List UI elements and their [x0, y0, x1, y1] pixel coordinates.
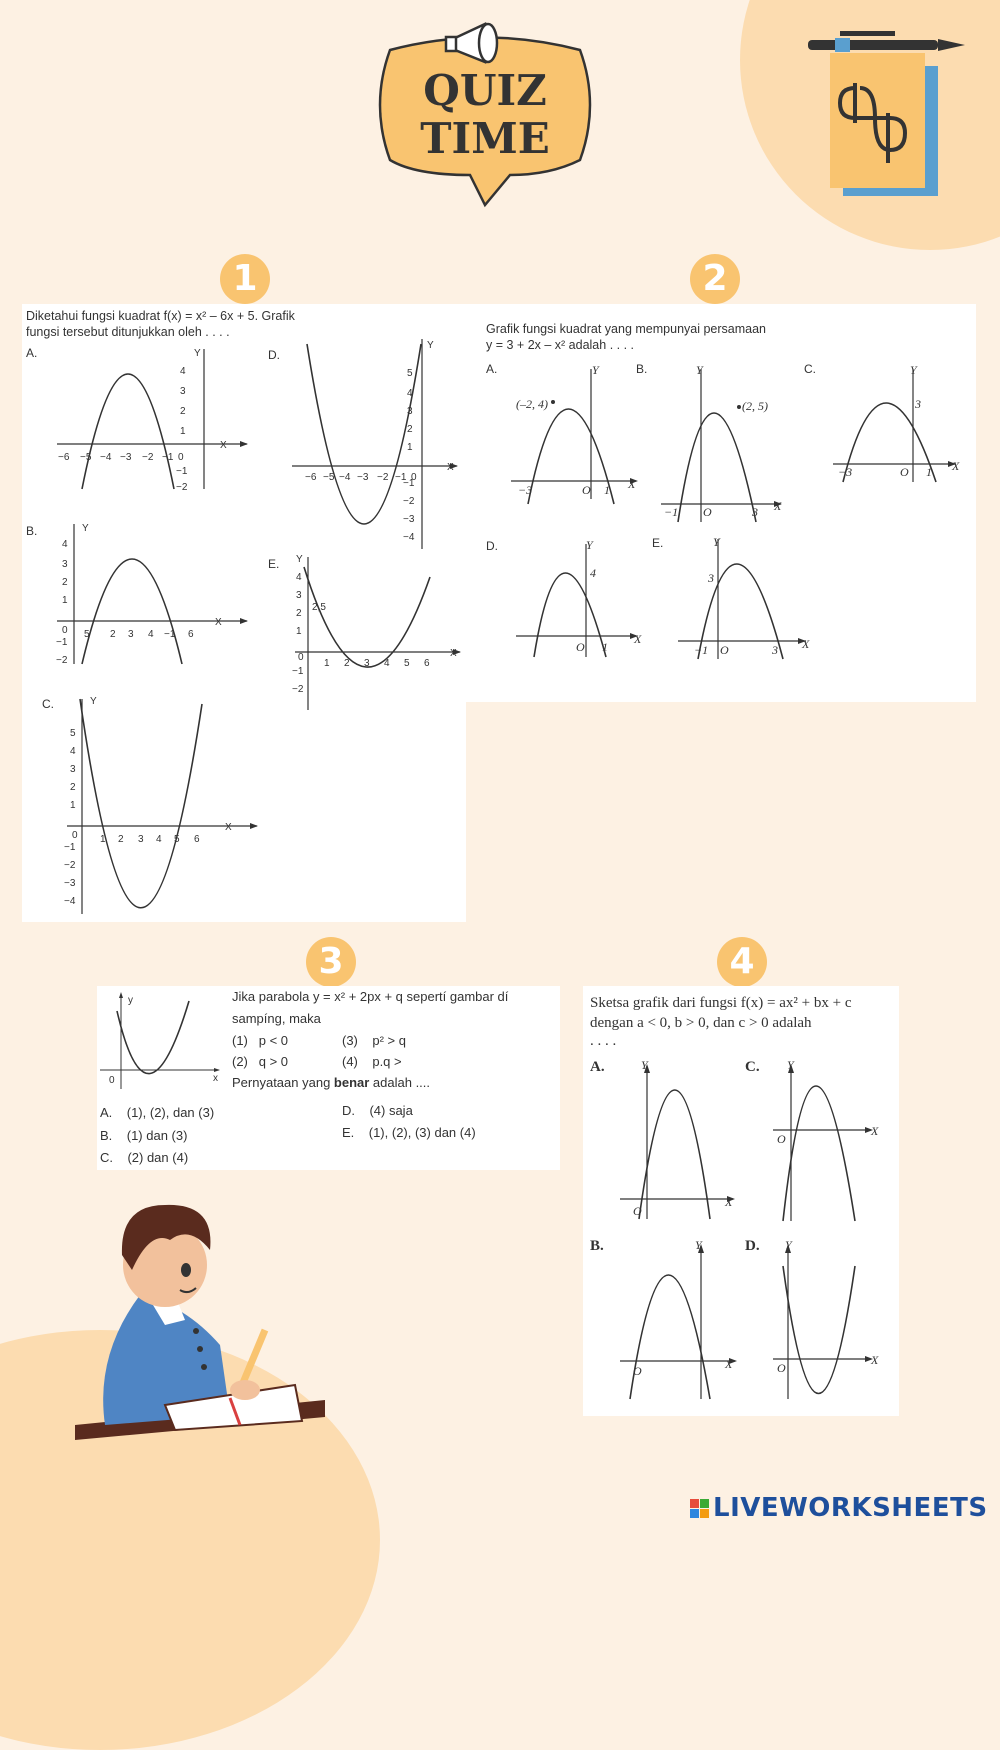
- svg-text:5: 5: [407, 368, 413, 379]
- svg-text:0: 0: [109, 1075, 115, 1086]
- question-4-text-line1: Sketsa grafik dari fungsi f(x) = ax² + bx + c: [590, 995, 852, 1011]
- svg-text:4: 4: [62, 539, 68, 550]
- question-1-text-line1: Diketahui fungsi kuadrat f(x) = x² – 6x + 5. Grafik: [26, 309, 295, 323]
- q4-graph-b: [615, 1238, 745, 1401]
- svg-text:3: 3: [70, 764, 76, 775]
- svg-text:3: 3: [752, 505, 758, 519]
- question-4-text-line2: dengan a < 0, b > 0, dan c > 0 adalah: [590, 1015, 812, 1031]
- svg-text:O: O: [777, 1132, 786, 1146]
- q3-statement-2: (2) q > 0: [232, 1054, 289, 1069]
- q4-option-d[interactable]: D.: [745, 1238, 760, 1254]
- svg-text:1: 1: [180, 426, 186, 437]
- svg-text:−3: −3: [518, 483, 533, 497]
- svg-text:Y: Y: [194, 348, 201, 359]
- svg-text:−1: −1: [176, 466, 188, 477]
- svg-text:1: 1: [70, 800, 76, 811]
- question-3-card: [97, 986, 560, 1170]
- svg-text:−5: −5: [80, 452, 92, 463]
- question-4-card: [583, 986, 899, 1416]
- quiz-title-line2: TIME: [420, 114, 550, 163]
- svg-text:O: O: [582, 483, 591, 497]
- svg-text:1: 1: [926, 465, 932, 479]
- svg-text:X: X: [628, 477, 636, 491]
- svg-text:5: 5: [404, 658, 410, 669]
- svg-text:4: 4: [407, 388, 413, 399]
- q4-option-c[interactable]: C.: [745, 1059, 760, 1075]
- svg-text:−4: −4: [64, 896, 76, 907]
- svg-text:−2: −2: [176, 482, 188, 493]
- q2-graph-b: [656, 364, 791, 524]
- svg-text:4: 4: [148, 629, 154, 640]
- q3-parabola-graph: [97, 991, 222, 1091]
- svg-text:Y: Y: [787, 1058, 794, 1072]
- svg-text:2: 2: [110, 629, 116, 640]
- svg-text:X: X: [871, 1353, 879, 1367]
- svg-text:X: X: [802, 637, 810, 651]
- svg-text:2: 2: [70, 782, 76, 793]
- svg-text:0: 0: [178, 452, 184, 463]
- svg-text:6: 6: [188, 629, 194, 640]
- svg-text:3: 3: [407, 406, 413, 417]
- svg-text:X: X: [725, 1195, 733, 1209]
- svg-text:y: y: [128, 995, 133, 1006]
- svg-text:0: 0: [72, 830, 78, 841]
- svg-text:−1: −1: [64, 842, 76, 853]
- q1-option-a[interactable]: A.: [26, 346, 38, 360]
- svg-text:2: 2: [344, 658, 350, 669]
- svg-text:Y: Y: [90, 696, 97, 707]
- svg-text:−1: −1: [403, 478, 415, 489]
- svg-text:−1: −1: [164, 629, 176, 640]
- q3-prompt: Pernyataan yang benar adalah ....: [232, 1075, 431, 1090]
- question-4-number: 4: [717, 937, 767, 987]
- liveworksheets-brand[interactable]: [690, 1493, 988, 1523]
- q4-option-a[interactable]: A.: [590, 1059, 605, 1075]
- q2-graph-c: [828, 364, 968, 484]
- svg-text:0: 0: [411, 472, 417, 483]
- q2-option-b[interactable]: B.: [636, 362, 648, 376]
- svg-text:2: 2: [180, 406, 186, 417]
- svg-text:−1: −1: [292, 666, 304, 677]
- question-2-text-line2: y = 3 + 2x – x² adalah . . . .: [486, 338, 634, 352]
- q2-option-c[interactable]: C.: [804, 362, 816, 376]
- svg-text:O: O: [633, 1364, 642, 1378]
- svg-text:5: 5: [174, 834, 180, 845]
- svg-text:Y: Y: [82, 523, 89, 534]
- q1-e-point-label: 2,5: [312, 602, 326, 613]
- svg-text:O: O: [633, 1204, 642, 1218]
- svg-text:−3: −3: [403, 514, 415, 525]
- svg-text:Y: Y: [695, 1238, 702, 1252]
- svg-text:4: 4: [590, 566, 596, 580]
- svg-text:X: X: [450, 648, 457, 659]
- svg-text:−2: −2: [377, 472, 389, 483]
- svg-text:4: 4: [156, 834, 162, 845]
- svg-text:x: x: [213, 1073, 218, 1084]
- q2-b-point-label: (2, 5): [742, 399, 768, 413]
- q4-graph-a: [615, 1058, 740, 1221]
- math-notebook-icon: [800, 28, 975, 203]
- svg-text:−4: −4: [100, 452, 112, 463]
- svg-text:Y: Y: [713, 535, 720, 549]
- svg-text:X: X: [447, 462, 454, 473]
- question-3-text-line1: Jika parabola y = x² + 2px + q sepertí gambar dí: [232, 989, 509, 1004]
- svg-text:4: 4: [70, 746, 76, 757]
- svg-text:X: X: [225, 822, 232, 833]
- svg-text:−2: −2: [403, 496, 415, 507]
- q4-option-b[interactable]: B.: [590, 1238, 604, 1254]
- svg-text:1: 1: [100, 834, 106, 845]
- svg-text:−1: −1: [162, 452, 174, 463]
- svg-text:Y: Y: [641, 1058, 648, 1072]
- q3-choice-a[interactable]: A. (1), (2), dan (3): [100, 1105, 215, 1120]
- question-1-text-line2: fungsi tersebut ditunjukkan oleh . . . .: [26, 325, 230, 339]
- svg-text:2: 2: [407, 424, 413, 435]
- svg-text:−3: −3: [64, 878, 76, 889]
- svg-text:Y: Y: [296, 554, 303, 565]
- q1-graph-d: [287, 334, 462, 554]
- q2-option-e[interactable]: E.: [652, 536, 664, 550]
- svg-text:−1: −1: [694, 643, 709, 657]
- svg-text:X: X: [220, 440, 227, 451]
- svg-text:3: 3: [62, 559, 68, 570]
- q1-option-d[interactable]: D.: [268, 348, 280, 362]
- quiz-time-badge: [360, 10, 610, 215]
- q3-statement-1: (1) p < 0: [232, 1033, 289, 1048]
- svg-text:6: 6: [194, 834, 200, 845]
- svg-text:3: 3: [772, 643, 778, 657]
- question-2-card: [466, 304, 976, 702]
- svg-text:−1: −1: [395, 472, 407, 483]
- q1-graph-a: [52, 344, 252, 494]
- q1-graph-c: [62, 694, 262, 919]
- svg-text:Y: Y: [910, 363, 917, 377]
- svg-text:3: 3: [138, 834, 144, 845]
- q1-option-e[interactable]: E.: [268, 557, 280, 571]
- question-4-text-line3: . . . .: [590, 1033, 617, 1049]
- svg-text:X: X: [952, 459, 960, 473]
- svg-text:X: X: [725, 1357, 733, 1371]
- svg-text:5: 5: [84, 629, 90, 640]
- svg-text:−2: −2: [292, 684, 304, 695]
- q2-a-point-label: (–2, 4): [516, 397, 548, 411]
- svg-text:X: X: [871, 1124, 879, 1138]
- question-1-number: 1: [220, 254, 270, 304]
- svg-text:Y: Y: [696, 363, 703, 377]
- svg-text:−3: −3: [838, 465, 853, 479]
- svg-text:3: 3: [915, 397, 921, 411]
- student-illustration: [70, 1185, 340, 1450]
- svg-text:−4: −4: [403, 532, 415, 543]
- svg-text:O: O: [720, 643, 729, 657]
- question-3-number: 3: [306, 937, 356, 987]
- svg-text:−5: −5: [323, 472, 335, 483]
- svg-text:5: 5: [70, 728, 76, 739]
- svg-text:2: 2: [62, 577, 68, 588]
- svg-text:3: 3: [364, 658, 370, 669]
- svg-text:−1: −1: [56, 637, 68, 648]
- svg-text:3: 3: [296, 590, 302, 601]
- svg-text:4: 4: [180, 366, 186, 377]
- pen-icon: [808, 31, 965, 52]
- q3-choice-e[interactable]: E. (1), (2), (3) dan (4): [342, 1125, 476, 1140]
- svg-text:4: 4: [296, 572, 302, 583]
- q3-choice-b[interactable]: B. (1) dan (3): [100, 1128, 188, 1143]
- q3-statement-3: (3) p² > q: [342, 1033, 406, 1048]
- q3-choice-c[interactable]: C. (2) dan (4): [100, 1150, 189, 1165]
- svg-text:Y: Y: [427, 340, 434, 351]
- svg-text:1: 1: [604, 483, 610, 497]
- svg-text:X: X: [215, 617, 222, 628]
- svg-text:2: 2: [296, 608, 302, 619]
- svg-text:1: 1: [602, 640, 608, 654]
- q1-option-c[interactable]: C.: [42, 697, 54, 711]
- q3-choice-d[interactable]: D. (4) saja: [342, 1103, 413, 1118]
- q3-statement-4: (4) p.q >: [342, 1054, 402, 1069]
- q1-graph-b: [52, 519, 252, 669]
- svg-text:−2: −2: [64, 860, 76, 871]
- svg-text:Y: Y: [785, 1238, 792, 1252]
- q2-graph-a: [506, 364, 646, 504]
- quiz-title-line1: QUIZ: [423, 66, 547, 115]
- svg-text:O: O: [576, 640, 585, 654]
- svg-text:3: 3: [180, 386, 186, 397]
- question-3-text-line2: sampíng, maka: [232, 1011, 321, 1026]
- svg-text:X: X: [634, 632, 642, 646]
- q1-option-b[interactable]: B.: [26, 524, 38, 538]
- svg-text:−3: −3: [357, 472, 369, 483]
- svg-text:Y: Y: [592, 363, 599, 377]
- svg-text:−6: −6: [305, 472, 317, 483]
- q4-graph-d: [773, 1238, 893, 1401]
- q4-graph-c: [773, 1058, 893, 1226]
- svg-text:1: 1: [407, 442, 413, 453]
- svg-text:1: 1: [324, 658, 330, 669]
- q2-option-a[interactable]: A.: [486, 362, 498, 376]
- svg-text:O: O: [777, 1361, 786, 1375]
- svg-text:6: 6: [424, 658, 430, 669]
- question-1-card: [22, 304, 466, 922]
- q1-graph-e: [290, 552, 465, 712]
- svg-text:2: 2: [118, 834, 124, 845]
- svg-text:−4: −4: [339, 472, 351, 483]
- svg-text:−6: −6: [58, 452, 70, 463]
- q2-graph-e: [678, 534, 818, 659]
- svg-text:Y: Y: [586, 538, 593, 552]
- svg-text:X: X: [774, 499, 782, 513]
- liveworksheets-logo-icon: [690, 1499, 709, 1518]
- svg-text:O: O: [703, 505, 712, 519]
- svg-text:0: 0: [62, 625, 68, 636]
- svg-text:4: 4: [384, 658, 390, 669]
- svg-text:−3: −3: [120, 452, 132, 463]
- q2-graph-d: [516, 539, 646, 659]
- question-2-number: 2: [690, 254, 740, 304]
- svg-text:1: 1: [296, 626, 302, 637]
- brand-name: LIVEWORKSHEETS: [713, 1493, 988, 1523]
- svg-text:3: 3: [708, 571, 714, 585]
- svg-text:3: 3: [128, 629, 134, 640]
- svg-text:−2: −2: [142, 452, 154, 463]
- svg-text:0: 0: [298, 652, 304, 663]
- svg-text:−1: −1: [664, 505, 679, 519]
- svg-text:−2: −2: [56, 655, 68, 666]
- svg-text:1: 1: [62, 595, 68, 606]
- svg-text:O: O: [900, 465, 909, 479]
- q2-option-d[interactable]: D.: [486, 539, 498, 553]
- question-2-text-line1: Grafik fungsi kuadrat yang mempunyai persamaan: [486, 322, 767, 336]
